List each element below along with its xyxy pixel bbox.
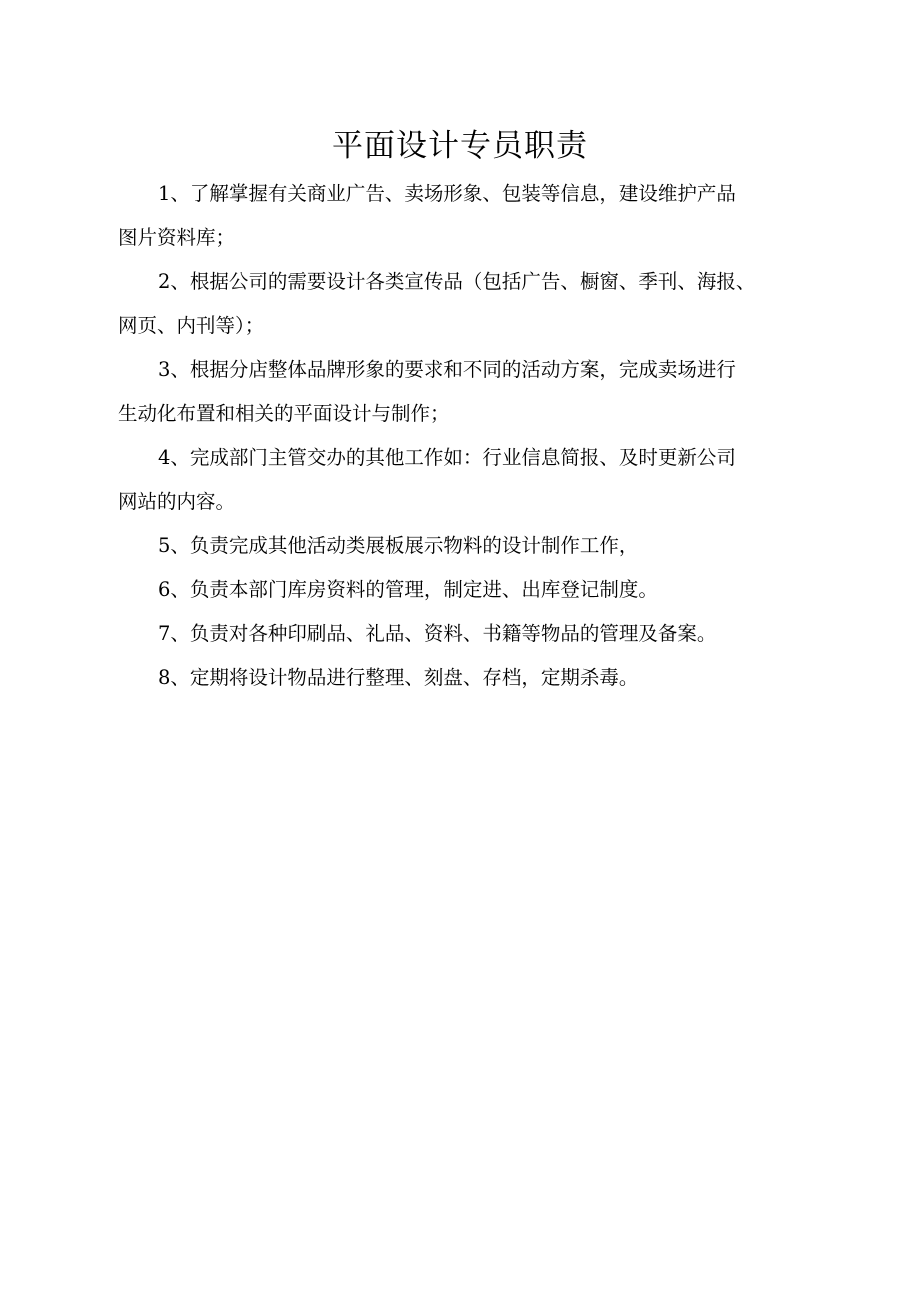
duty-item-5 xyxy=(118,524,818,568)
duty-item-7 xyxy=(118,612,818,656)
duty-item-1 xyxy=(118,172,818,260)
duty-item-6-line-1: 6、负责本部门库房资料的管理，制定进、出库登记制度。 xyxy=(158,578,658,601)
duty-item-4-line-2: 网站的内容。 xyxy=(118,490,236,513)
duty-item-8-line-1: 8、定期将设计物品进行整理、刻盘、存档，定期杀毒。 xyxy=(158,666,639,689)
document-title: 平面设计专员职责 xyxy=(332,128,588,164)
duty-item-5-line-1: 5、负责完成其他活动类展板展示物料的设计制作工作， xyxy=(158,534,639,557)
duty-item-8 xyxy=(118,656,818,700)
duty-item-6 xyxy=(118,568,818,612)
duty-item-2 xyxy=(118,260,818,348)
duty-item-1-line-1: 1、了解掌握有关商业广告、卖场形象、包装等信息，建设维护产品 xyxy=(158,182,736,205)
duty-item-7-line-1: 7、负责对各种印刷品、礼品、资料、书籍等物品的管理及备案。 xyxy=(158,622,717,645)
duty-item-2-line-1: 2、根据公司的需要设计各类宣传品（包括广告、橱窗、季刊、海报、 xyxy=(158,270,756,293)
duty-item-2-line-2: 网页、内刊等）； xyxy=(118,314,265,337)
duty-item-1-line-2: 图片资料库； xyxy=(118,226,236,249)
duty-item-3 xyxy=(118,348,818,436)
duty-item-3-line-2: 生动化布置和相关的平面设计与制作； xyxy=(118,402,450,425)
duty-item-4 xyxy=(118,436,818,524)
duty-item-3-line-1: 3、根据分店整体品牌形象的要求和不同的活动方案，完成卖场进行 xyxy=(158,358,736,381)
document-body xyxy=(118,172,818,700)
duty-item-4-line-1: 4、完成部门主管交办的其他工作如：行业信息简报、及时更新公司 xyxy=(158,446,736,469)
